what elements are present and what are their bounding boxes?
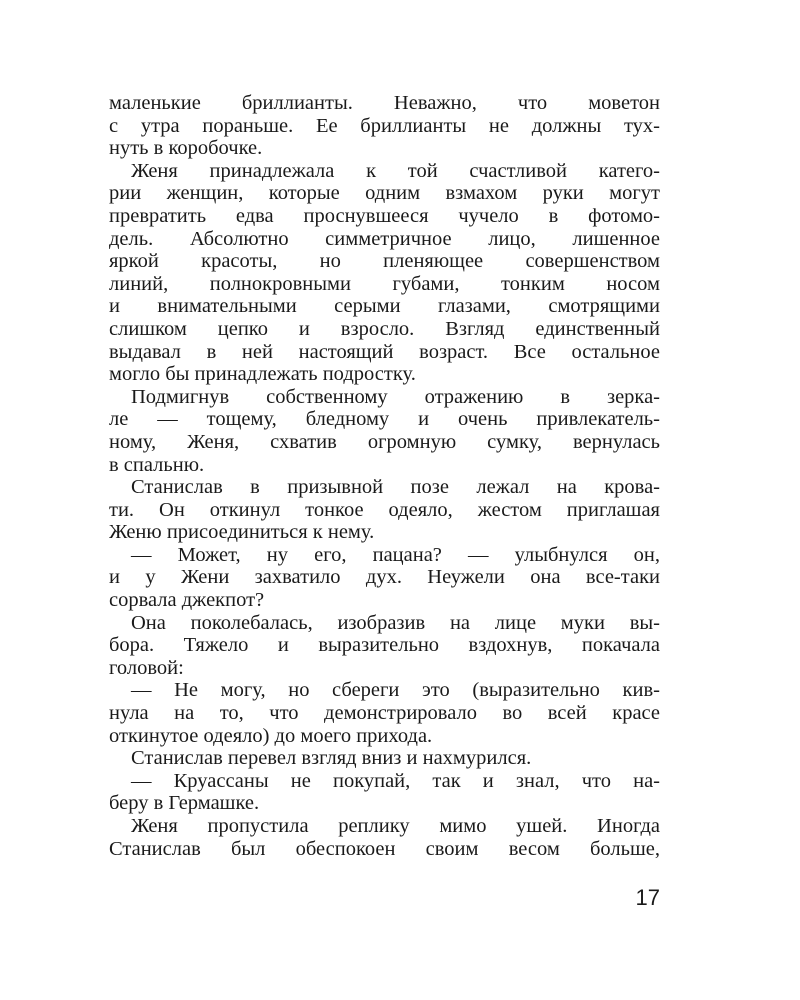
text-line: Станислав перевел взгляд вниз и нахмурился. (131, 747, 532, 770)
book-page-text (109, 92, 660, 860)
page-number: 17 (635, 885, 660, 910)
text-line: дель. Абсолютно симметричное лицо, лишенное (109, 227, 660, 250)
text-line: — Может, ну его, пацана? — улыбнулся он, (131, 543, 660, 566)
text-line: маленькие бриллианты. Неважно, что моветон (109, 92, 660, 114)
text-line: могло бы принадлежать подростку. (109, 363, 416, 386)
text-line: Подмигнув собственному отражению в зерка- (131, 385, 660, 408)
text-line: откинутое одеяло) до моего прихода. (109, 724, 433, 747)
text-line: Станислав был обеспокоен своим весом больше, (109, 837, 660, 860)
text-line: ному, Женя, схватив огромную сумку, вернулась (109, 430, 660, 453)
text-line: нуть в коробочке. (109, 137, 263, 160)
text-line: и у Жени захватило дух. Неужели она все-таки (109, 566, 660, 589)
text-line: Она поколебалась, изобразив на лице муки вы- (131, 611, 660, 634)
text-line: яркой красоты, но пленяющее совершенством (109, 250, 660, 273)
text-line: рии женщин, которые одним взмахом руки могут (109, 182, 660, 205)
text-line: ти. Он откинул тонкое одеяло, жестом приглашая (109, 498, 660, 521)
text-line: с утра пораньше. Ее бриллианты не должны тух- (109, 114, 660, 137)
text-line: выдавал в ней настоящий возраст. Все остальное (109, 340, 660, 363)
text-line: слишком цепко и взросло. Взгляд единственный (109, 317, 660, 340)
text-line: — Круассаны не покупай, так и знал, что на- (131, 769, 660, 792)
text-line: головой: (109, 656, 184, 679)
text-line: Женю присоединиться к нему. (109, 521, 375, 544)
text-line: в спальню. (109, 453, 205, 476)
text-line: беру в Гермашке. (109, 792, 260, 815)
text-line: — Не могу, но сбереги это (выразительно кив- (131, 679, 660, 702)
text-line: линий, полнокровными губами, тонким носом (109, 272, 660, 295)
text-line: и внимательными серыми глазами, смотрящими (109, 295, 660, 318)
text-line: Женя пропустила реплику мимо ушей. Иногда (131, 815, 660, 837)
text-line: нула на то, что демонстрировало во всей красе (109, 702, 660, 725)
text-line: Станислав в призывной позе лежал на крова- (131, 476, 660, 499)
text-line: бора. Тяжело и выразительно вздохнув, покачала (109, 634, 660, 657)
text-line: ле — тощему, бледному и очень привлекатель- (109, 408, 660, 431)
text-line: Женя принадлежала к той счастливой катего- (131, 159, 660, 182)
text-line: превратить едва проснувшееся чучело в фотомо- (109, 204, 660, 227)
text-line: сорвала джекпот? (109, 589, 265, 612)
